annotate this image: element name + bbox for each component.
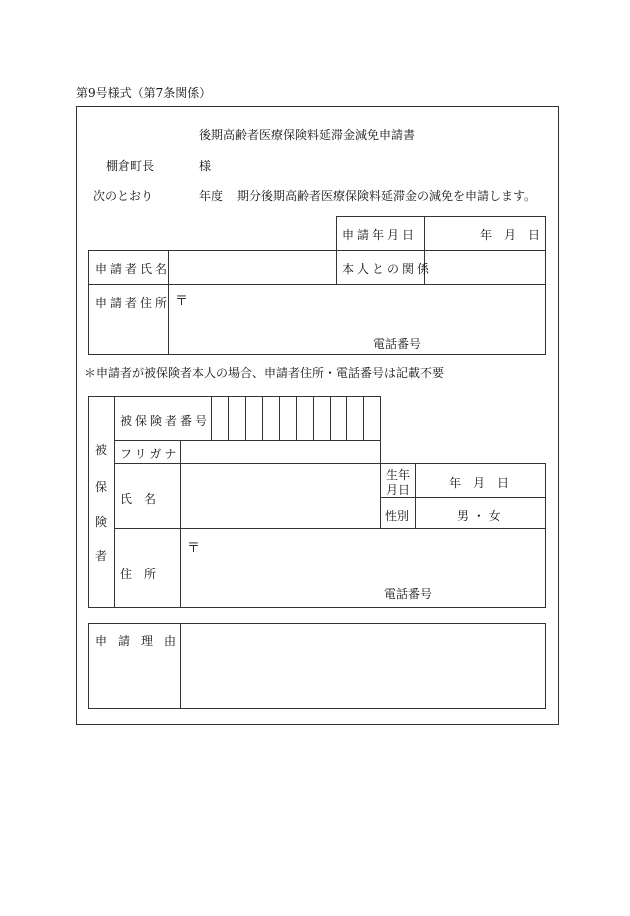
insured-number-field[interactable] — [212, 398, 380, 439]
birth-label-1: 生年 — [386, 468, 411, 482]
statement-year-label: 年度 — [199, 189, 224, 203]
furigana-label: フリガナ — [120, 447, 180, 461]
form-title: 後期高齢者医療保険料延滞金減免申請書 — [199, 128, 416, 142]
reason-label: 申請理由 — [95, 634, 188, 648]
insured-phone-label: 電話番号 — [384, 587, 433, 601]
applicant-address-field[interactable] — [172, 306, 542, 350]
insured-address-label: 住 所 — [120, 567, 157, 581]
addressee-honorific: 様 — [199, 159, 212, 173]
application-date-label: 申請年月日 — [342, 228, 418, 242]
insured-section-char-1: 被 — [94, 443, 107, 457]
statement-prefix: 次のとおり — [93, 189, 154, 203]
application-date-value[interactable]: 年 月 日 — [480, 228, 541, 242]
insured-section-char-3: 険 — [94, 515, 107, 529]
addressee-name: 棚倉町長 — [106, 159, 155, 173]
applicant-address-label: 申請者住所 — [95, 296, 171, 310]
gender-label: 性別 — [385, 509, 410, 523]
statement-suffix: 期分後期高齢者医療保険料延滞金の減免を申請します。 — [237, 189, 537, 203]
insured-section-char-4: 者 — [94, 549, 107, 563]
insured-address-field[interactable] — [183, 552, 543, 580]
insured-name-field[interactable] — [183, 466, 378, 526]
birth-date-value[interactable]: 年 月 日 — [449, 476, 510, 490]
note: ＊申請者が被保険者本人の場合、申請者住所・電話番号は記載不要 — [84, 366, 445, 380]
gender-value[interactable]: 男 ・ 女 — [457, 509, 501, 523]
furigana-field[interactable] — [183, 443, 378, 461]
applicant-name-label: 申請者氏名 — [95, 262, 171, 276]
insured-postal-mark: 〒 — [187, 541, 201, 556]
insured-number-label: 被保険者番号 — [120, 414, 211, 428]
reason-field[interactable] — [184, 627, 542, 705]
applicant-name-field[interactable] — [172, 254, 332, 282]
applicant-postal-mark: 〒 — [175, 294, 189, 309]
birth-label-2: 月日 — [386, 483, 411, 497]
insured-section-char-2: 保 — [94, 480, 107, 494]
applicant-phone-label: 電話番号 — [373, 337, 422, 351]
relation-label: 本人との関係 — [342, 262, 433, 276]
relation-field[interactable] — [428, 254, 542, 282]
insured-name-label: 氏 名 — [120, 492, 157, 506]
form-id: 第9号様式（第7条関係） — [76, 86, 212, 100]
